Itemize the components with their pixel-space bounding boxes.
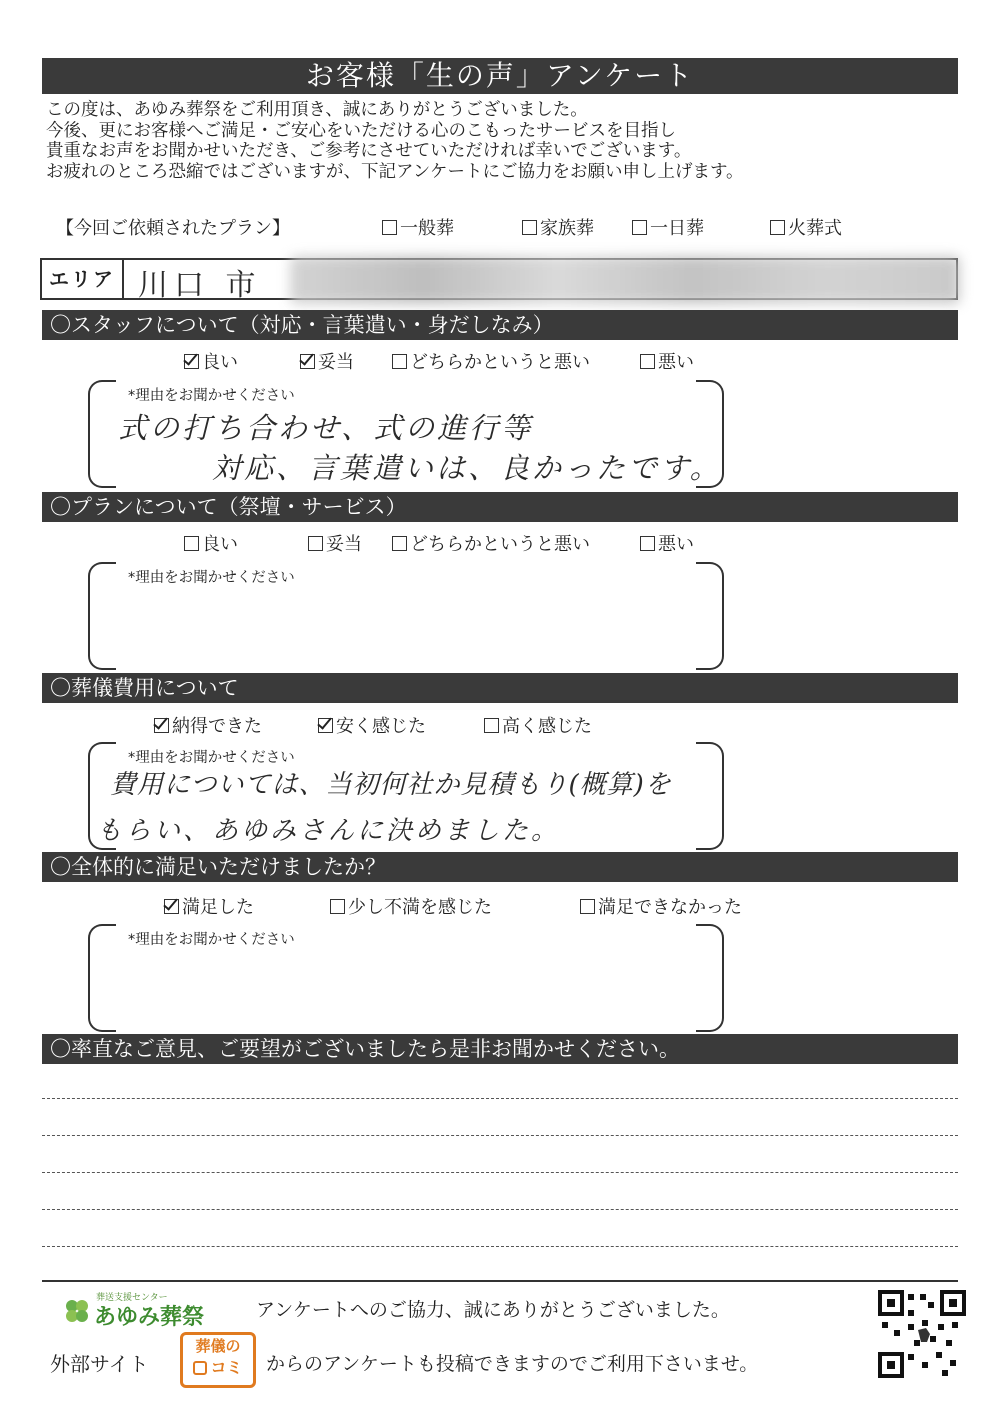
answer-bracket-right — [696, 742, 724, 850]
reason-label: *理由をお聞かせください — [128, 932, 295, 948]
staff-answer-line: 対応、言葉遣いは、良かったです。 — [212, 451, 722, 485]
checkbox-checked-icon — [154, 718, 169, 733]
cost-answer-line: 費用については、当初何社か見積もり(概算)を — [110, 770, 672, 800]
reason-label: *理由をお聞かせください — [128, 750, 295, 766]
plan-label: 【今回ご依頼されたプラン】 — [56, 218, 290, 239]
writing-line[interactable] — [42, 1172, 958, 1173]
checkbox-icon — [484, 718, 499, 733]
plan-option-oneday[interactable]: 一日葬 — [632, 214, 704, 240]
checkbox-icon — [640, 354, 655, 369]
cost-option-cheap[interactable]: 安く感じた — [318, 712, 426, 738]
intro-line: この度は、あゆみ葬祭をご利用頂き、誠にありがとうございました。 — [46, 100, 588, 120]
opinion-heading: 〇率直なご意見、ご要望がございましたら是非お聞かせください。 — [42, 1034, 958, 1064]
overall-heading: 〇全体的に満足いただけましたか？ — [42, 852, 958, 882]
qr-code-icon[interactable] — [878, 1290, 966, 1378]
footer-divider — [42, 1280, 958, 1282]
plan-option-general[interactable]: 一般葬 — [382, 214, 454, 240]
survey-title: お客様「生の声」アンケート — [42, 58, 958, 94]
staff-option-good[interactable]: 良い — [184, 348, 238, 374]
checkbox-icon — [580, 899, 595, 914]
checkbox-icon — [382, 220, 397, 235]
checkbox-icon — [392, 354, 407, 369]
intro-text — [46, 100, 956, 182]
overall-option-satisfied[interactable]: 満足した — [164, 893, 254, 919]
plan-section-heading: 〇プランについて（祭壇・サービス） — [42, 492, 958, 522]
ayumi-logo — [62, 1290, 232, 1330]
checkbox-icon — [184, 536, 199, 551]
intro-line: 貴重なお声をお聞かせいただき、ご参考にさせていただければ幸いでございます。 — [46, 141, 692, 161]
writing-line[interactable] — [42, 1246, 958, 1247]
checkbox-checked-icon — [318, 718, 333, 733]
checkbox-icon — [308, 536, 323, 551]
answer-bracket-left — [88, 380, 116, 488]
checkbox-icon — [770, 220, 785, 235]
plan-section-option-bad[interactable]: 悪い — [640, 530, 694, 556]
answer-bracket-left — [88, 562, 116, 670]
answer-bracket-left — [88, 924, 116, 1032]
cost-heading: 〇葬儀費用について — [42, 673, 958, 703]
plan-section-option-rather-bad[interactable]: どちらかというと悪い — [392, 530, 590, 556]
checkbox-icon — [392, 536, 407, 551]
area-value: 川口 市 — [138, 268, 262, 303]
checkbox-icon — [632, 220, 647, 235]
staff-answer-line: 式の打ち合わせ、式の進行等 — [118, 411, 534, 445]
plan-option-family[interactable]: 家族葬 — [522, 214, 594, 240]
reason-label: *理由をお聞かせください — [128, 388, 295, 404]
plan-section-option-good[interactable]: 良い — [184, 530, 238, 556]
external-site-text: からのアンケートも投稿できますのでご利用下さいませ。 — [266, 1353, 759, 1375]
writing-line[interactable] — [42, 1135, 958, 1136]
writing-line[interactable] — [42, 1209, 958, 1210]
checkbox-icon — [640, 536, 655, 551]
answer-bracket-right — [696, 562, 724, 670]
checkbox-icon — [522, 220, 537, 235]
overall-option-slightly-dissatisfied[interactable]: 少し不満を感じた — [330, 893, 492, 919]
staff-option-bad[interactable]: 悪い — [640, 348, 694, 374]
checkbox-checked-icon — [300, 354, 315, 369]
writing-line[interactable] — [42, 1098, 958, 1099]
thanks-text: アンケートへのご協力、誠にありがとうございました。 — [256, 1299, 730, 1321]
logo-subtitle: 葬送支援センター — [96, 1293, 168, 1303]
intro-line: 今後、更にお客様へご満足・ご安心をいただける心のこもったサービスを目指し — [46, 120, 676, 141]
clover-icon — [62, 1296, 92, 1326]
staff-heading: 〇スタッフについて（対応・言葉遣い・身だしなみ） — [42, 310, 958, 340]
cost-answer-line: もらい、あゆみさんに決めました。 — [96, 816, 561, 846]
badge-top-text: 葬儀の — [195, 1337, 241, 1355]
external-site-label: 外部サイト — [50, 1352, 149, 1376]
logo-name: あゆみ葬祭 — [94, 1305, 205, 1330]
area-label: エリア — [40, 258, 124, 300]
reason-label: *理由をお聞かせください — [128, 570, 295, 586]
cost-option-expensive[interactable]: 高く感じた — [484, 712, 592, 738]
staff-option-rather-bad[interactable]: どちらかというと悪い — [392, 348, 590, 374]
plan-option-cremation[interactable]: 火葬式 — [770, 214, 842, 240]
overall-option-not-satisfied[interactable]: 満足できなかった — [580, 893, 742, 919]
checkbox-icon — [330, 899, 345, 914]
staff-option-fair[interactable]: 妥当 — [300, 348, 354, 374]
plan-section-option-fair[interactable]: 妥当 — [308, 530, 362, 556]
checkbox-checked-icon — [164, 899, 179, 914]
badge-bottom-text: コミ — [210, 1358, 243, 1377]
redacted-region — [290, 256, 960, 304]
cost-option-convinced[interactable]: 納得できた — [154, 712, 262, 738]
face-icon — [193, 1361, 207, 1375]
sougi-no-komi-badge[interactable] — [180, 1332, 256, 1388]
checkbox-checked-icon — [184, 354, 199, 369]
answer-bracket-right — [696, 924, 724, 1032]
intro-line: お疲れのところ恐縮ではございますが、下記アンケートにご協力をお願い申し上げます。 — [46, 161, 744, 182]
